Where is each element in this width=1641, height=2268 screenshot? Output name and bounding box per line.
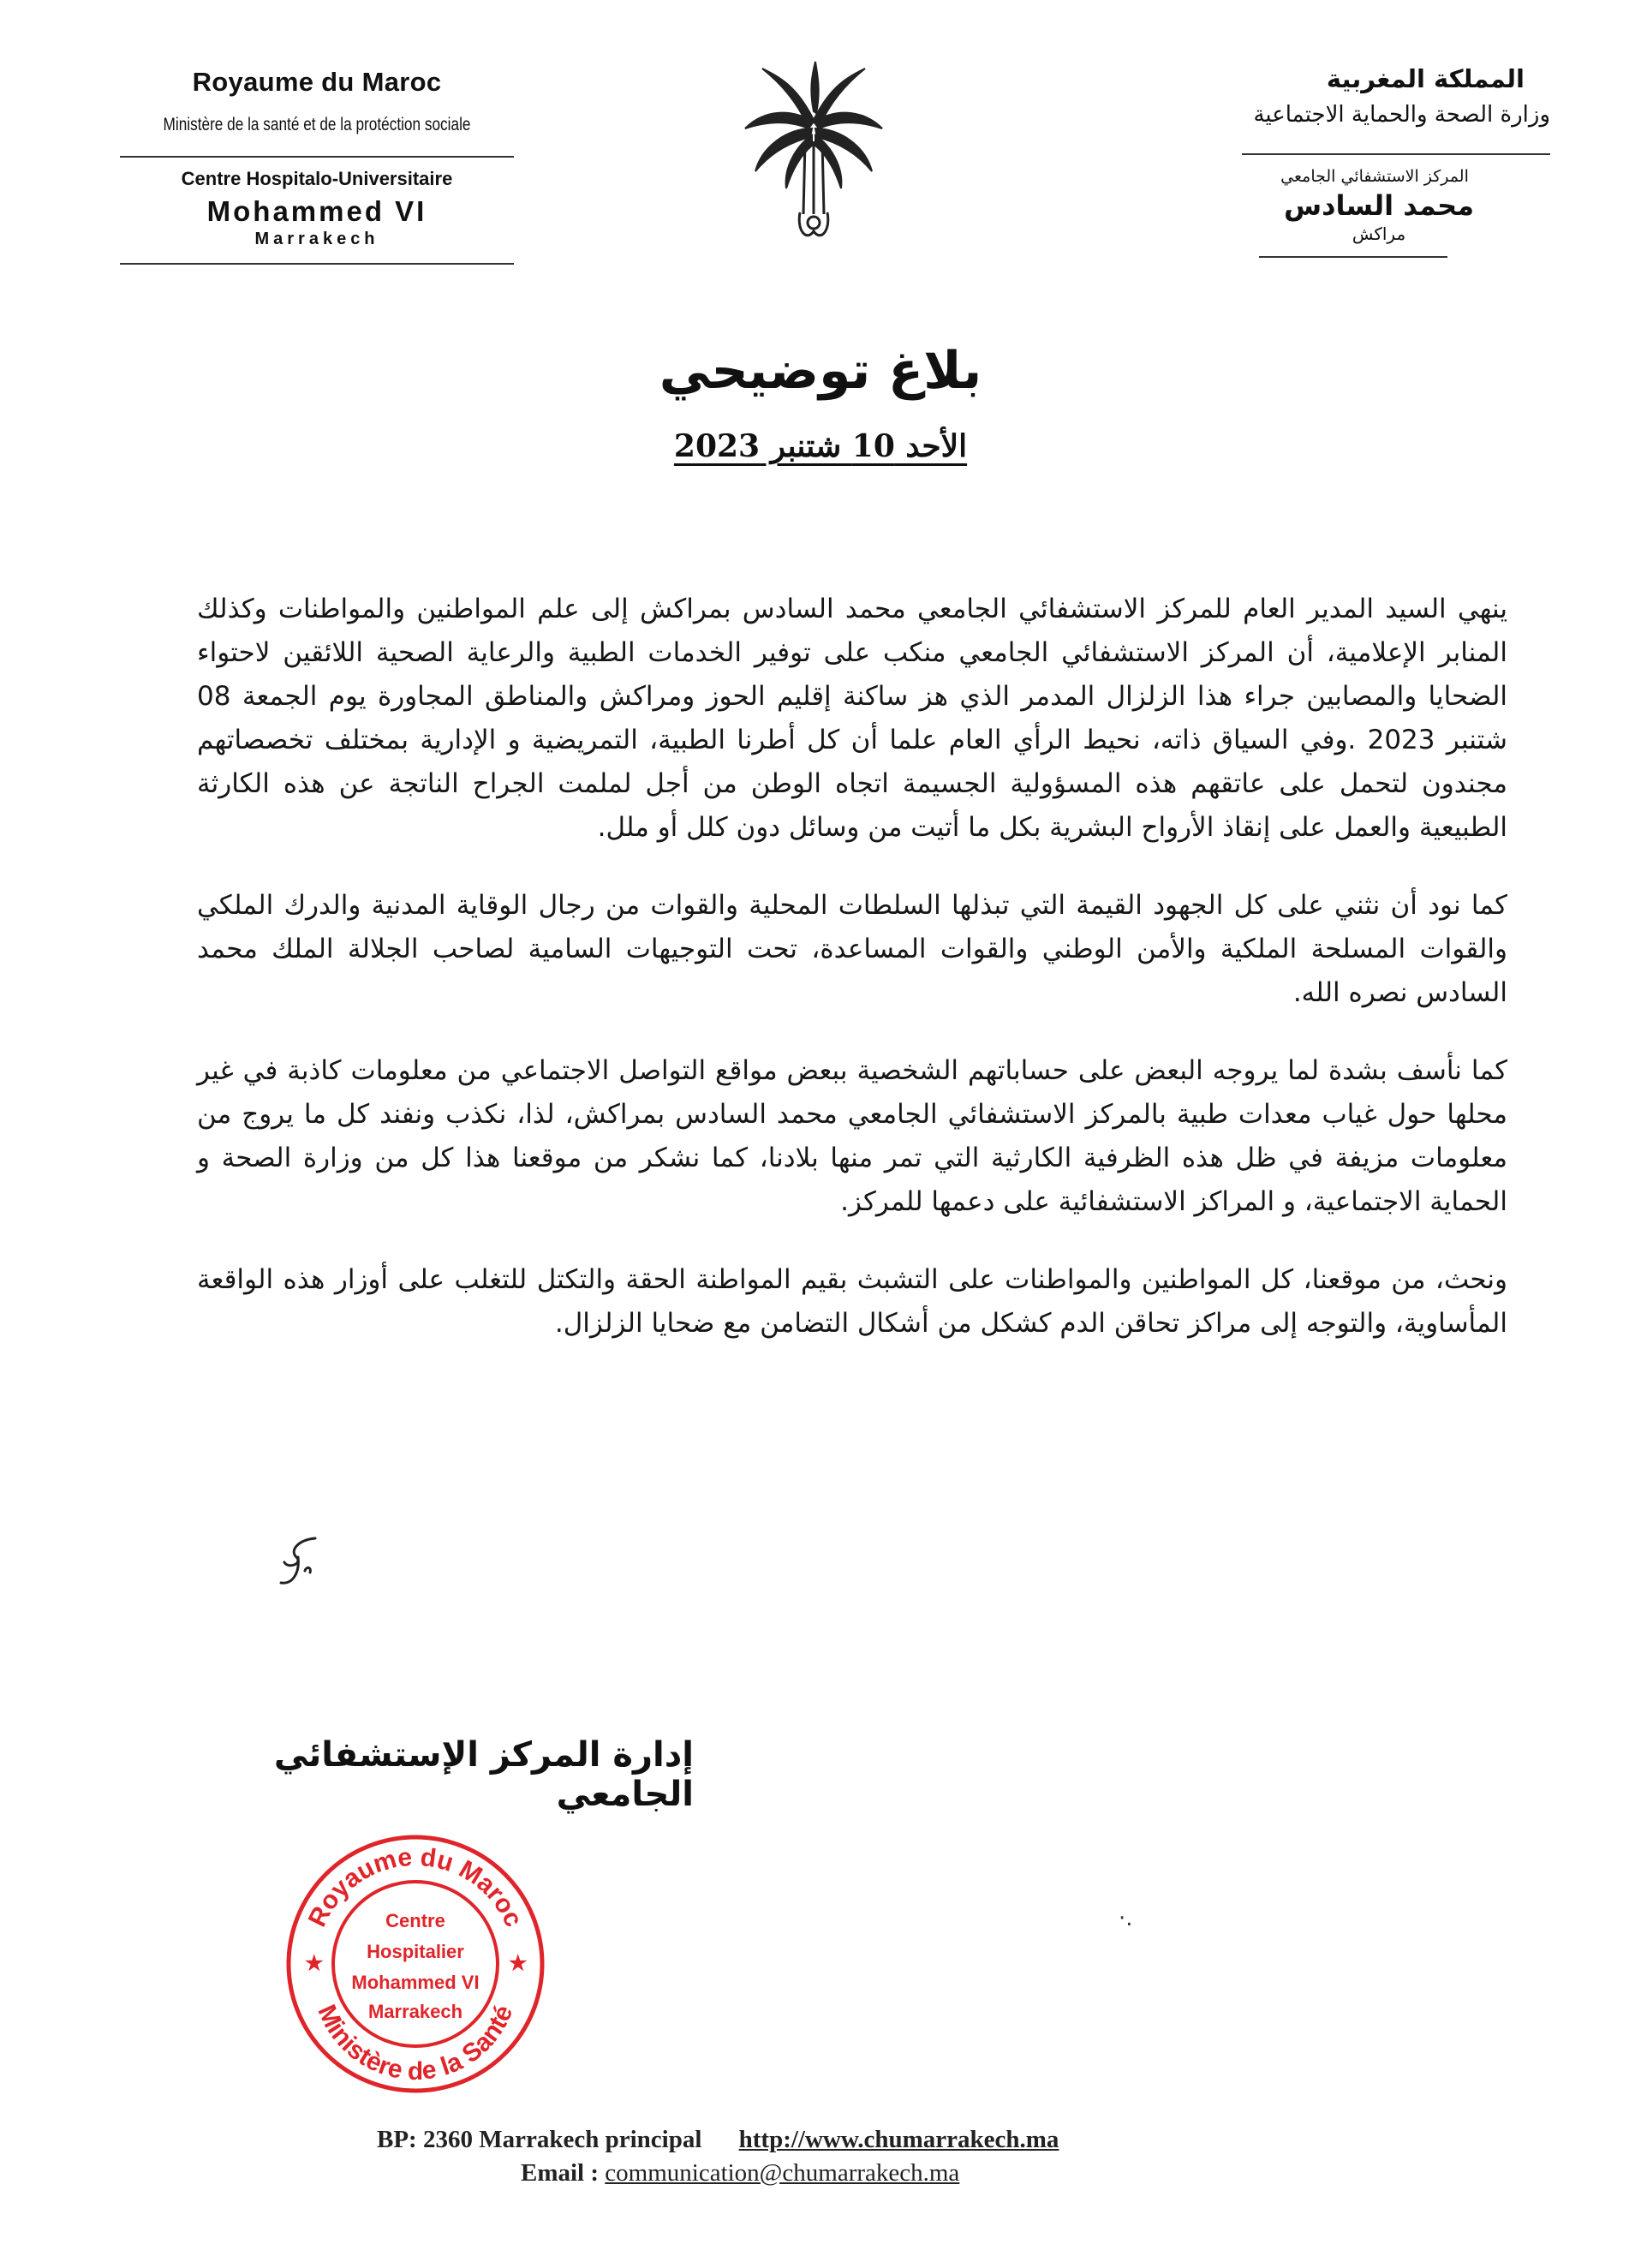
stray-marks: ·. — [1119, 1906, 1133, 1931]
centre-label-ar: المركز الاستشفائي الجامعي — [1280, 167, 1469, 186]
body-paragraph: ينهي السيد المدير العام للمركز الاستشفائي الجامعي محمد السادس بمراكش إلى علم المواطنين والمواطنات وكذلك المنابر الإعلامية، أن المركز الاستشفائي الجامعي منكب على توفير الخدمات الطبية والرعاية الصحية اللائقين لاحتواء الضحايا والمصابين جراء هذا الزلزال المدمر الذي هز ساكنة إقليم الحوز ومراكش والمناطق المجاورة يوم الجمعة 08 شتنبر 2023 .وفي السياق ذاته، نحيط الرأي العام علما أن كل أطرنا الطبية، التمريضية و الإدارية بمختلف تخصصاتهم مجندون لتحمل على عاتقهم هذه المسؤولية الجسيمة اتجاه الوطن من أجل لملمت الجراح الناتجة عن هذه الكارثة الطبيعية والعمل على إنقاذ الأرواح البشرية بكل ما أتيت من وسائل دون كلل أو ملل. — [197, 594, 1507, 843]
document-title: بلاغ توضيحي — [659, 341, 982, 401]
date-text: الأحد 10 شتنبر 2023 — [673, 428, 968, 464]
footer — [377, 2126, 1285, 2187]
stamp-inner-line: Mohammed VI — [351, 1972, 480, 1993]
official-stamp — [283, 1831, 548, 2097]
header-divider — [1242, 153, 1550, 155]
city-name-fr: Marrakech — [254, 230, 379, 248]
ministry-name-fr: Ministère de la santé et de la protéction sociale — [163, 115, 471, 134]
stamp-inner-line: Centre — [385, 1910, 445, 1931]
hospital-name-fr: Mohammed VI — [206, 195, 427, 227]
stamp-star-icon: ★ — [509, 1952, 528, 1975]
footer-address: BP: 2360 Marrakech principal — [377, 2126, 702, 2153]
stamp-outer-bottom: Ministère de la Santé — [312, 2000, 519, 2086]
email-link[interactable]: communication@chumarrakech.ma — [605, 2159, 960, 2187]
palm-emblem-icon — [737, 60, 891, 248]
kingdom-name-fr: Royaume du Maroc — [192, 67, 442, 97]
centre-label-fr: Centre Hospitalo-Universitaire — [181, 168, 453, 189]
header-divider — [120, 156, 514, 158]
stamp-inner-line: Marrakech — [367, 2001, 463, 2022]
hospital-name-ar: محمد السادس — [1283, 189, 1475, 222]
stamp-outer-top: Royaume du Maroc — [302, 1842, 528, 1931]
signature-title: إدارة المركز الإستشفائي الجامعي — [273, 1735, 694, 1814]
stamp-star-icon: ★ — [305, 1952, 324, 1975]
header-divider — [120, 263, 514, 265]
city-name-ar: مراكش — [1352, 224, 1406, 244]
handwritten-initial-icon — [272, 1531, 324, 1591]
header-left-block — [111, 67, 522, 265]
body-text — [197, 588, 1507, 1380]
body-paragraph: ونحث، من موقعنا، كل المواطنين والمواطنات على التشبث بقيم المواطنة الحقة والتكتل للتغلب على أوزار هذه الواقعة المأساوية، والتوجه إلى مراكز تحاقن الدم كشكل من أشكال التضامن مع ضحايا الزلزال. — [197, 1264, 1507, 1339]
website-link[interactable]: http://www.chumarrakech.ma — [738, 2126, 1059, 2153]
stamp-inner-line: Hospitalier — [367, 1941, 464, 1962]
header-divider — [1259, 256, 1447, 258]
body-paragraph: كما نود أن نثني على كل الجهود القيمة التي تبذلها السلطات المحلية والقوات من رجال الوقاية المدنية والدرك الملكي والقوات المسلحة الملكية والأمن الوطني والقوات المساعدة، تحت التوجيهات السامية لصاحب الجلالة الملك محمد السادس نصره الله. — [197, 890, 1507, 1008]
ministry-name-ar: وزارة الصحة والحماية الاجتماعية — [1253, 102, 1550, 128]
document-date — [343, 428, 1298, 464]
kingdom-name-ar: المملكة المغربية — [1326, 64, 1525, 93]
header-right-block — [1208, 64, 1550, 258]
body-paragraph: كما نأسف بشدة لما يروجه البعض على حساباتهم الشخصية ببعض مواقع التواصل الاجتماعي من معلومات كاذبة في غير محلها حول غياب معدات طبية بالمركز الاستشفائي الجامعي محمد السادس بمراكش، لذا، نكذب ونفند كل ما يروج من معلومات مزيفة في ظل هذه الظرفية الكارثية التي تمر منها بلادنا، كما نشكر من موقعنا هذا كل من وزارة الصحة و الحماية الاجتماعية، و المراكز الاستشفائية على دعمها للمركز. — [197, 1055, 1507, 1217]
email-label: Email : — [521, 2159, 600, 2187]
